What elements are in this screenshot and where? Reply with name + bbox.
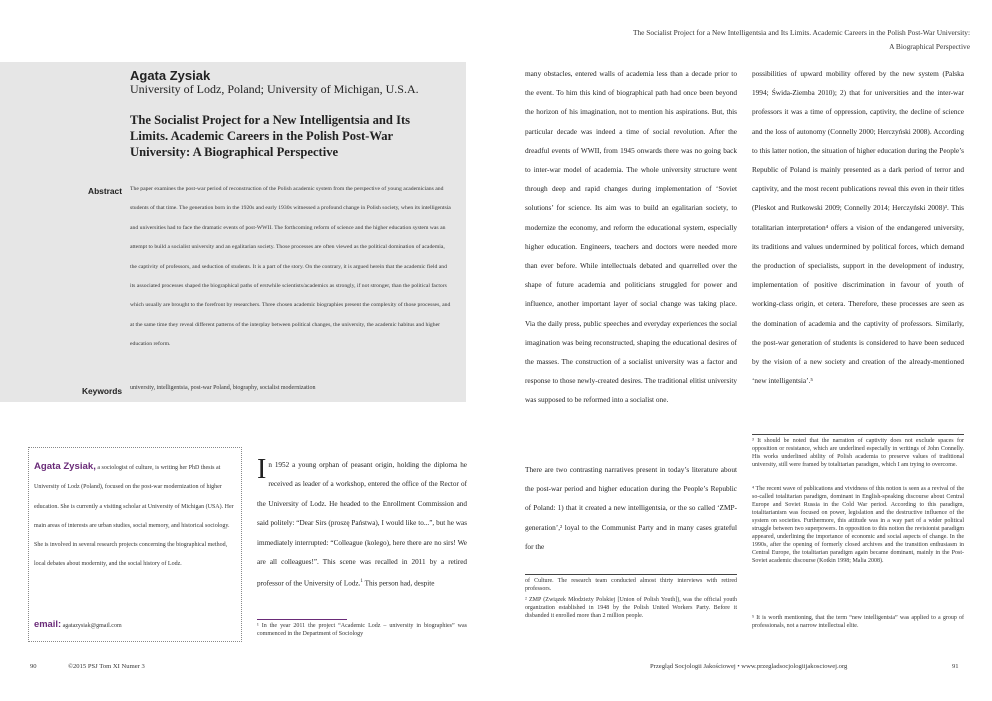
footnote-divider-left xyxy=(257,619,347,620)
abstract-label: Abstract xyxy=(88,186,122,196)
author-bio xyxy=(34,457,236,575)
keywords-text: university, intelligentsia, post-war Poland, biography, socialist modernization xyxy=(130,385,316,391)
keywords-label: Keywords xyxy=(81,386,122,396)
email-address[interactable]: agatazysiak@gmail.com xyxy=(62,623,122,629)
footnote-1: ¹ In the year 2011 the project “Academic Lodz – university in biographies” was commenced in the Department of Sociology xyxy=(257,623,467,637)
footnote-4: ⁴ The recent wave of publications and vividness of this notion is seen as a revival of the so-called totalitarian paradigm, dominant in English-speaking discourse about Central Europe and Soviet Russia in the Cold War period. According to this paradigm, totalitarianism was focused on power, legislation and the destructive influence of the system on societies. Furthermore, this attitude was in a way part of a wider political struggle between two superpowers. In opposition to this notion the revisionist paradigm appeared, underlining the importance of economic and social aspects of change. In the 1990s, after the opening of formerly closed archives and the transition enthusiasm in Central Europe, the totalitarian paradigm again became dominant, mainly in the Post-Soviet academic discourse (Kotkin 1998; Malia 2008). xyxy=(752,486,964,564)
running-header xyxy=(450,26,970,54)
body-column-3: many obstacles, entered walls of academia less than a decade prior to the event. To him this kind of biographical path had once been beyond the horizon of his imagination, not to mention his aspirations. But, this particular decade was indeed a time of social revolution. After the dreadful events of WWII, from 1945 onwards there was no going back to inter-war model of academia. The whole university structure went through deep and rapid changes during implementation of ‘Soviet solutions’ for science. Its aim was to build an egalitarian society, to modernize the economy, and reform the educational system, especially higher education. Engineers, teachers and doctors were needed more than ever before. While intellectuals debated and quarrelled over the shape of future academia and politicians struggled for power and influence, another important layer of social change was taking place. Via the daily press, public speeches and everyday experiences the social imagination was being reconstructed, shaping the educational desires of the masses. The construction of a socialist university was a factor and response to those newly-created desires. The traditional elitist university was supposed to be reformed into a socialist one. xyxy=(525,69,737,405)
bio-text: a sociologist of culture, is writing her PhD thesis at University of Lodz (Poland), focused on the post-war modernization of higher education. She is currently a visiting scholar at University of Michigan (USA). Her main areas of interests are urban studies, social memory, and historical sociology. She is involved in several research projects concerning the biographical method, local debates about modernity, and the social history of Lodz. xyxy=(34,465,234,568)
page-number-right: 91 xyxy=(952,663,959,670)
footnote-5: ⁵ It is worth mentioning, that the term “new intelligentsia” was applied to a group of professionals, not a narrow intellectual elite. xyxy=(752,615,964,629)
intro-paragraph xyxy=(257,456,467,594)
abstract-text: The paper examines the post-war period of reconstruction of the Polish academic system from the perspective of young academicians and students of that time. The generation born in the 1920s and early 1930s witnessed a profound change in Polish society, when its intelligentsia and universities had to face the dramatic events of post-WWII. The forthcoming reform of science and the higher education system was an attempt to build a socialist university and an egalitarian society. Those processes are often viewed as the political domination of academia, the captivity of professors, and seduction of students. It is a part of the story. On the contrary, it is argued herein that the academic field and its associated processes shaped the biographical paths of erstwhile scientists/academics as strongly, if not stronger, than the political factors which usually are brought to the forefront by researchers. Three chosen academic biographies present the complexity of those processes, and at the same time they reveal different patterns of the interplay between political changes, the university, the academic habitus and higher education reform. xyxy=(130,186,451,348)
footer-left-text: ©2015 PSJ Tom XI Numer 3 xyxy=(68,663,145,670)
bio-author-name: Agata Zysiak, xyxy=(34,461,96,472)
footnote-1-continued: of Culture. The research team conducted almost thirty interviews with retired professors. xyxy=(525,578,737,592)
body-column-4: possibilities of upward mobility offered by the new system (Palska 1994; Świda-Ziemba 2010); 2) that for universities and the inter-war professors it was a time of oppression, captivity, the decline of science and the loss of autonomy (Connelly 2000; Herczyński 2008). According to this latter notion, the situation of higher education during the People’s Republic of Poland is mainly presented as a dark period of terror and captivity, and the most recent publications reveal this even in their titles (Pleskot and Rutkowski 2009; Connelly 2014; Herczyński 2008)³. This totalitarian interpretation⁴ offers a vision of the endangered university, its traditions and values undermined by political forces, which demand the production of specialists, support in the development of industry, implementation of positive discrimination in favour of youth of working-class origin, et cetera. Therefore, these processes are seen as the domination of academia and the captivity of professors. Similarly, the post-war generation of students is considered to have been seduced by the vision of a new society and creation of the already-mentioned ‘new intelligentsia’.⁵ xyxy=(752,69,964,386)
intro-tail: This person had, despite xyxy=(362,579,435,588)
footnote-2: ² ZMP (Związek Młodzieży Polskiej [Union of Polish Youth]), was the official youth organization established in 1948 by the Polish United Workers Party. Before it disbanded it enrolled more than 2 million people. xyxy=(525,597,737,619)
page-number-left: 90 xyxy=(30,663,37,670)
body-column-3-para2: There are two contrasting narratives present in today’s literature about the post-war period and higher education during the People’s Republic of Poland: 1) that it created a new intelligentsia, or the so called ‘ZMP-generation’,² loyal to the Communist Party and in many cases grateful for the xyxy=(525,465,737,551)
author-affiliation: University of Lodz, Poland; University of Michigan, U.S.A. xyxy=(130,82,419,96)
intro-text: n 1952 a young orphan of peasant origin, holding the diploma he received as leader of a workshop, entered the office of the Rector of the University of Lodz. He headed to the Enrollment Commission and said politely: “Dear Sirs (proszę Państwa), I would like to...”, but he was immediately interrupted: “Colleague (kolego), here there are no sirs! We are all colleagues!”. This scene was recalled in 2011 by a retired professor of the University of Lodz. xyxy=(257,461,467,588)
footnote-divider-col3 xyxy=(525,574,737,575)
drop-cap: I xyxy=(257,454,267,485)
footnote-ref-1[interactable]: 1 xyxy=(360,579,363,585)
footer-right-text: Przegląd Socjologii Jakościowej • www.przegladsocjologiijakosciowej.org xyxy=(650,663,848,670)
running-header-line2: A Biographical Perspective xyxy=(889,42,970,51)
footnote-3: ³ It should be noted that the narration of captivity does not exclude spaces for opposition or resistance, which are underlined especially in writings of John Connelly. His works underlined ability of Polish academia to preserve values of traditional university, still were framed by totalitarian paradigm, which I am trying to overcome. xyxy=(752,438,964,468)
running-header-line1: The Socialist Project for a New Intelligentsia and Its Limits. Academic Careers in the Polish Post-War University: xyxy=(632,28,970,37)
footnote-divider-col4 xyxy=(752,434,964,435)
article-title: The Socialist Project for a New Intelligentsia and Its Limits. Academic Careers in the Polish Post-War University: A Biographical Perspective xyxy=(130,113,411,159)
author-name: Agata Zysiak xyxy=(130,68,211,83)
email-label: email: xyxy=(34,618,62,629)
email-line xyxy=(34,618,122,629)
